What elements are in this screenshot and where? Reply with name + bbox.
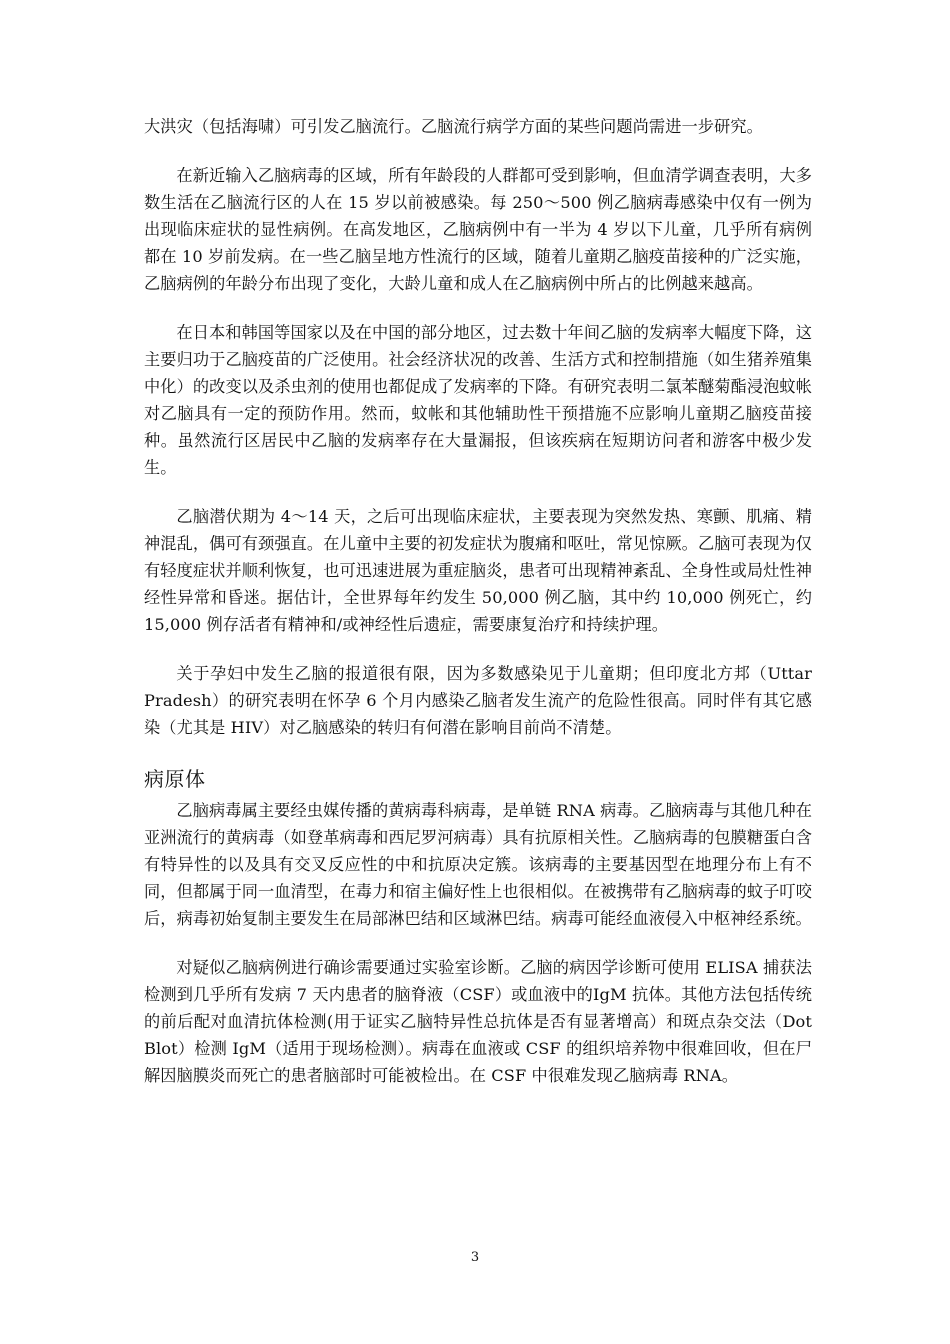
section-heading: 病原体	[144, 767, 206, 791]
page-body	[144, 113, 812, 1089]
page-number: 3	[470, 1250, 480, 1265]
paragraph-pregnancy: 关于孕妇中发生乙脑的报道很有限，因为多数感染见于儿童期；但印度北方邦（Uttar Pradesh）的研究表明在怀孕 6 个月内感染乙脑者发生流产的危险性很高。同时伴有其它感染（尤其是 HIV）对乙脑感染的转归有何潜在影响目前尚不清楚。	[144, 664, 812, 737]
paragraph-age-distribution: 在新近输入乙脑病毒的区域，所有年龄段的人群都可受到影响，但血清学调查表明，大多数生活在乙脑流行区的人在 15 岁以前被感染。每 250～500 例乙脑病毒感染中仅有一例为出现临床症状的显性病例。在高发地区，乙脑病例中有一半为 4 岁以下儿童，几乎所有病例都在 10 岁前发病。在一些乙脑呈地方性流行的区域，随着儿童期乙脑疫苗接种的广泛实施，乙脑病例的年龄分布出现了变化，大龄儿童和成人在乙脑病例中所占的比例越来越高。	[144, 166, 812, 293]
paragraph-clinical-symptoms: 乙脑潜伏期为 4～14 天，之后可出现临床症状，主要表现为突然发热、寒颤、肌痛、精神混乱，偶可有颈强直。在儿童中主要的初发症状为腹痛和呕吐，常见惊厥。乙脑可表现为仅有轻度症状并顺利恢复，也可迅速进展为重症脑炎，患者可出现精神紊乱、全身性或局灶性神经性异常和昏迷。据估计，全世界每年约发生 50,000 例乙脑，其中约 10,000 例死亡，约 15,000 例存活者有精神和/或神经性后遗症，需要康复治疗和持续护理。	[144, 507, 812, 634]
paragraph-virus-description: 乙脑病毒属主要经虫媒传播的黄病毒科病毒，是单链 RNA 病毒。乙脑病毒与其他几种在亚洲流行的黄病毒（如登革病毒和西尼罗河病毒）具有抗原相关性。乙脑病毒的包膜糖蛋白含有特异性的以及具有交叉反应性的中和抗原决定簇。该病毒的主要基因型在地理分布上有不同，但都属于同一血清型，在毒力和宿主偏好性上也很相似。在被携带有乙脑病毒的蚊子叮咬后，病毒初始复制主要发生在局部淋巴结和区域淋巴结。病毒可能经血液侵入中枢神经系统。	[144, 801, 812, 928]
paragraph-incidence-decline: 在日本和韩国等国家以及在中国的部分地区，过去数十年间乙脑的发病率大幅度下降，这主要归功于乙脑疫苗的广泛使用。社会经济状况的改善、生活方式和控制措施（如生猪养殖集中化）的改变以及杀虫剂的使用也都促成了发病率的下降。有研究表明二氯苯醚菊酯浸泡蚊帐对乙脑具有一定的预防作用。然而，蚊帐和其他辅助性干预措施不应影响儿童期乙脑疫苗接种。虽然流行区居民中乙脑的发病率存在大量漏报，但该疾病在短期访问者和游客中极少发生。	[144, 323, 812, 477]
paragraph-laboratory-diagnosis: 对疑似乙脑病例进行确诊需要通过实验室诊断。乙脑的病因学诊断可使用 ELISA 捕获法检测到几乎所有发病 7 天内患者的脑脊液（CSF）或血液中的IgM 抗体。其他方法包括传统的前后配对血清抗体检测(用于证实乙脑特异性总抗体是否有显著增高）和斑点杂交法（Dot Blot）检测 IgM（适用于现场检测）。病毒在血液或 CSF 的组织培养物中很难回收，但在尸解因脑膜炎而死亡的患者脑部时可能被检出。在 CSF 中很难发现乙脑病毒 RNA。	[144, 958, 812, 1085]
paragraph-continued: 大洪灾（包括海啸）可引发乙脑流行。乙脑流行病学方面的某些问题尚需进一步研究。	[144, 117, 763, 136]
